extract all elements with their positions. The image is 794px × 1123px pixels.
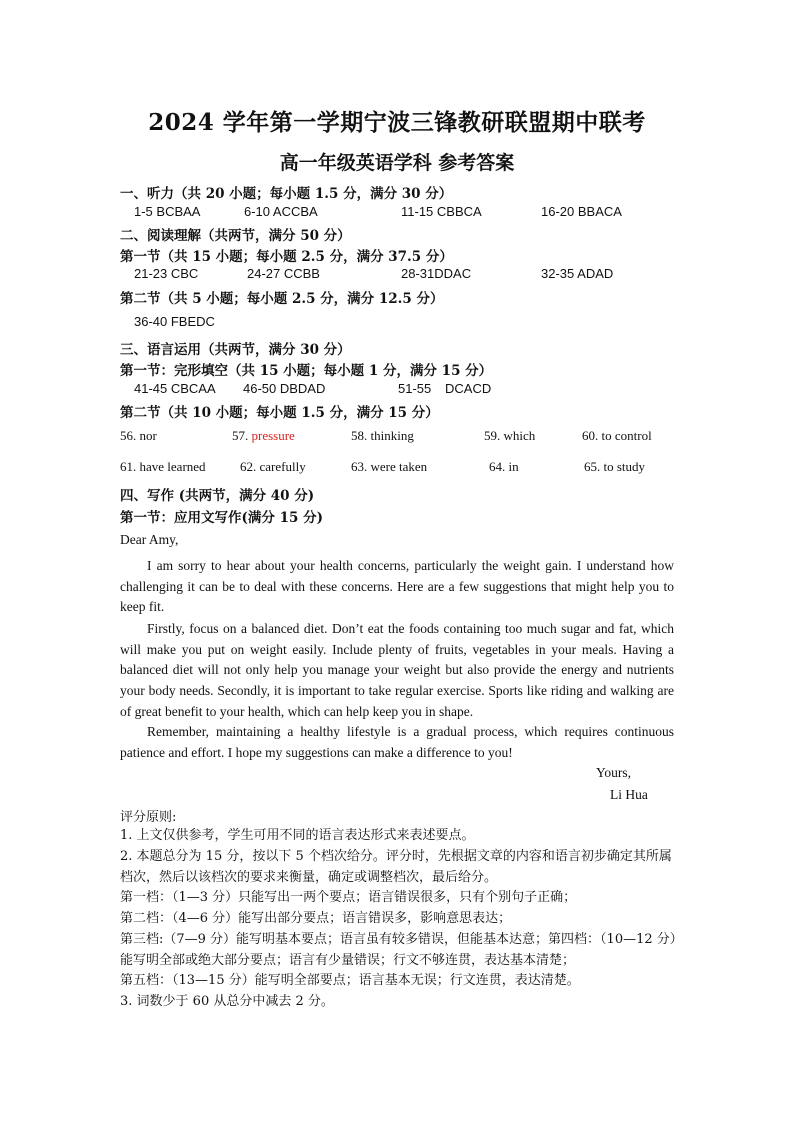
fill-answer (232, 428, 295, 444)
fill-word: were taken (370, 459, 428, 474)
listening-answer: 16-20 BBACA (541, 204, 622, 219)
cloze-heading: 第一节：完形填空（共 15 小题；每小题 1 分，满分 15 分） (120, 363, 493, 379)
cloze-answer: DCACD (445, 381, 492, 396)
scoring-rule: 2. 本题总分为 15 分，按以下 5 个档次给分。评分时，先根据文章的内容和语言初步确定其所属档次，然后以该档次的要求来衡量，确定或调整档次，最后给分。 (120, 849, 672, 885)
scoring-rule: 第一档：（1—3 分）只能写出一两个要点；语言错误很多，只有个别句子正确； (120, 890, 577, 905)
fill-word: have learned (139, 459, 206, 474)
grammar-fill-heading: 第二节（共 10 小题；每小题 1.5 分，满分 15 分） (120, 405, 439, 421)
fill-answer (120, 428, 157, 444)
cloze-answer: 46-50 DBDAD (243, 381, 326, 396)
language-heading: 三、语言运用（共两节，满分 30 分） (120, 342, 351, 358)
page-title: 2024 学年第一学期宁波三锋教研联盟期中联考 (148, 109, 646, 136)
fill-number: 59. (484, 428, 501, 443)
fill-answer (582, 428, 652, 444)
fill-word-highlighted: pressure (251, 428, 295, 443)
fill-answer (240, 459, 306, 475)
listening-answer: 1-5 BCBAA (134, 204, 201, 219)
fill-answer (484, 428, 535, 444)
fill-answer (351, 459, 427, 475)
scoring-rule: 第三档:（7—9 分）能写明基本要点；语言虽有较多错误，但能基本达意；第四档：（10—12 分）能写明全部或绝大部分要点；语言有少量错误；行文不够连贯，表达基本清楚； (120, 932, 677, 968)
scoring-rule: 第二档：（4—6 分）能写出部分要点；语言错误多，影响意思表达； (120, 911, 512, 926)
reading-part1-heading: 第一节（共 15 小题；每小题 2.5 分，满分 37.5 分） (120, 249, 453, 265)
fill-word: in (508, 459, 519, 474)
fill-number: 63. (351, 459, 368, 474)
letter-paragraph: Firstly, focus on a balanced diet. Don’t eat the foods containing too much sugar and fat, which will make you put on weight easily. Include plenty of fruits, vegetables in your meals. Having a balanced diet will not only help you manage your weight but also provide the energy and nutrients your body needs. Secondly, it is important to take regular exercise. Sports like riding and walking are of great benefit to your health, which can help keep you in shape. (120, 621, 674, 719)
writing-part1-heading: 第一节：应用文写作(满分 15 分) (120, 510, 323, 526)
reading-answer: 24-27 CCBB (247, 266, 320, 281)
reading-answer: 32-35 ADAD (541, 266, 614, 281)
reading-answer: 28-31DDAC (401, 266, 472, 281)
reading-part2-heading: 第二节（共 5 小题；每小题 2.5 分，满分 12.5 分） (120, 291, 444, 307)
reading-heading: 二、阅读理解（共两节，满分 50 分） (120, 228, 351, 244)
fill-number: 62. (240, 459, 257, 474)
fill-word: thinking (370, 428, 414, 443)
cloze-answer: 51-55 (398, 381, 432, 396)
letter-paragraph: Remember, maintaining a healthy lifestyle is a gradual process, which requires continuous patience and effort. I hope my suggestions can make a difference to you! (120, 724, 674, 760)
scoring-rule: 1. 上文仅供参考，学生可用不同的语言表达形式来表述要点。 (120, 828, 475, 843)
fill-answer (120, 459, 206, 475)
letter-signature: Li Hua (610, 787, 648, 802)
letter-closing: Yours, (596, 765, 632, 780)
fill-word: to study (603, 459, 646, 474)
fill-number: 61. (120, 459, 137, 474)
fill-answer (584, 459, 645, 475)
page-subtitle: 高一年级英语学科 参考答案 (279, 152, 515, 174)
scoring-heading: 评分原则: (120, 810, 177, 825)
fill-word: to control (601, 428, 652, 443)
listening-answer: 11-15 CBBCA (401, 204, 482, 219)
reading-part2-answer: 36-40 FBEDC (134, 314, 215, 329)
fill-answer (351, 428, 414, 444)
scoring-rule: 第五档：（13—15 分）能写明全部要点；语言基本无误；行文连贯，表达清楚。 (120, 973, 580, 988)
reading-answer: 21-23 CBC (134, 266, 199, 281)
letter-greeting: Dear Amy, (120, 532, 179, 547)
listening-answer: 6-10 ACCBA (244, 204, 318, 219)
fill-number: 58. (351, 428, 368, 443)
fill-answer (489, 459, 519, 475)
fill-word: which (503, 428, 536, 443)
fill-number: 64. (489, 459, 506, 474)
scoring-rule: 3. 词数少于 60 从总分中减去 2 分。 (120, 994, 334, 1009)
listening-heading: 一、听力（共 20 小题；每小题 1.5 分，满分 30 分） (120, 186, 453, 202)
fill-word: nor (139, 428, 157, 443)
letter-paragraph: I am sorry to hear about your health concerns, particularly the weight gain. I understand how challenging it can be to deal with these concerns. Here are a few suggestions that might help you to keep fit. (120, 558, 674, 615)
fill-number: 57. (232, 428, 249, 443)
fill-number: 65. (584, 459, 601, 474)
cloze-answer: 41-45 CBCAA (134, 381, 216, 396)
fill-word: carefully (259, 459, 306, 474)
fill-number: 56. (120, 428, 137, 443)
fill-number: 60. (582, 428, 599, 443)
writing-heading: 四、写作 (共两节，满分 40 分) (120, 488, 315, 504)
